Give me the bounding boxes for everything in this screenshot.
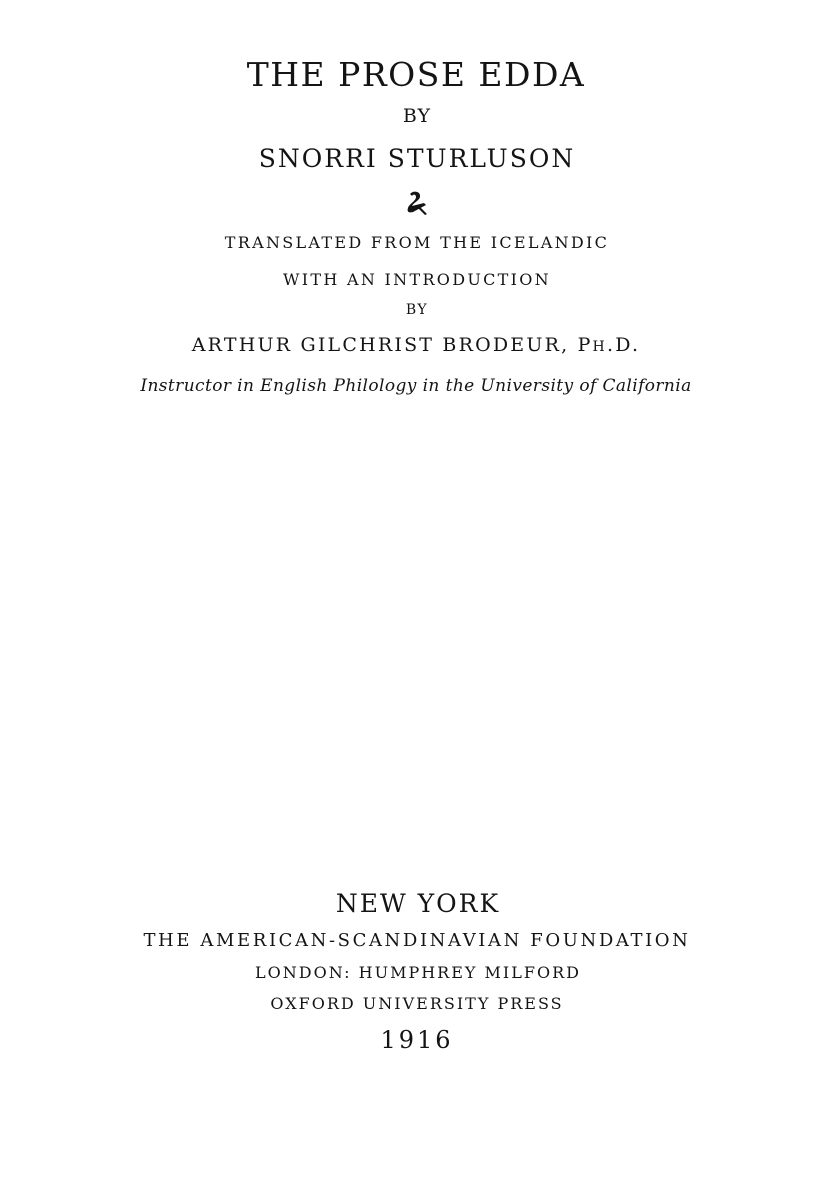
introduction-line: WITH AN INTRODUCTION: [283, 270, 551, 289]
translated-from-line: TRANSLATED FROM THE ICELANDIC: [224, 233, 610, 252]
printer-ornament-icon-svg: [401, 188, 431, 218]
degree: [578, 334, 641, 356]
author-name: SNORRI STURLUSON: [258, 144, 576, 173]
imprint-city: NEW YORK: [335, 889, 501, 918]
translator-line: [0, 336, 836, 355]
printer-ornament-icon: [0, 188, 840, 218]
by-label: BY: [402, 105, 432, 127]
translator-affiliation: Instructor in English Philology in the University of California: [140, 376, 692, 396]
imprint-year: 1916: [380, 1026, 454, 1054]
imprint-oxford: OXFORD UNIVERSITY PRESS: [270, 994, 564, 1013]
book-title: THE PROSE EDDA: [246, 55, 586, 94]
degree-smallcaps: H: [592, 339, 607, 355]
translator-name: ARTHUR GILCHRIST BRODEUR,: [191, 334, 570, 356]
degree-rest: .D.: [606, 334, 641, 356]
imprint-publisher: THE AMERICAN-SCANDINAVIAN FOUNDATION: [143, 930, 691, 951]
imprint-london: LONDON: HUMPHREY MILFORD: [255, 963, 581, 982]
degree-initial: P: [577, 334, 593, 356]
by-label-2: BY: [405, 302, 429, 318]
